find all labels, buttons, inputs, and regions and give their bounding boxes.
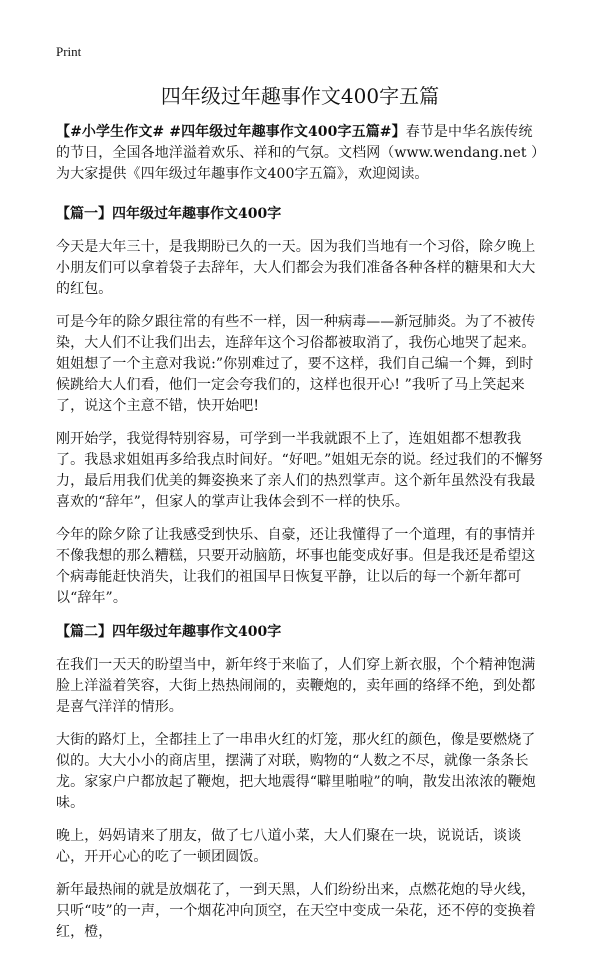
page-title: 四年级过年趣事作文400字五篇 xyxy=(160,84,440,108)
paragraph: 刚开始学，我觉得特别容易，可学到一半我就跟不上了，连姐姐都不想教我了。我恳求姐姐再多给我点时间好。“好吧。”姐姐无奈的说。经过我们的不懈努力，最后用我们优美的舞姿换来了亲人们的热烈掌声。这个新年虽然没有我最喜欢的“辞年”，但家人的掌声让我体会到不一样的快乐。 xyxy=(56,431,543,510)
section-heading-2: 【篇二】四年级过年趣事作文400字 xyxy=(56,624,282,640)
article-body xyxy=(56,122,544,955)
paragraph: 在我们一天天的盼望当中，新年终于来临了，人们穿上新衣服，个个精神饱满脸上洋溢着笑容，大街上热热闹闹的，卖鞭炮的，卖年画的络绎不绝，到处都是喜气洋洋的情形。 xyxy=(56,657,536,715)
intro-text: 春节是中华名族传统的节日，全国各地洋溢着欢乐、祥和的气氛。文档网（www.wendang.net ）为大家提供《四年级过年趣事作文400字五篇》，欢迎阅读。 xyxy=(56,124,539,182)
paragraph: 今天是大年三十，是我期盼已久的一天。因为我们当地有一个习俗，除夕晚上小朋友们可以拿着袋子去辞年，大人们都会为我们准备各种各样的糖果和大大的红包。 xyxy=(56,239,536,297)
paragraph: 晚上，妈妈请来了朋友，做了七八道小菜，大人们聚在一块，说说话，谈谈心，开开心心的吃了一顿团圆饭。 xyxy=(56,828,522,865)
paragraph: 新年最热闹的就是放烟花了，一到天黑，人们纷纷出来，点燃花炮的导火线，只听“吱”的一声，一个烟花冲向顶空，在天空中变成一朵花，还不停的变换着红，橙， xyxy=(56,882,536,940)
intro-paragraph xyxy=(56,122,544,185)
paragraph: 可是今年的除夕跟往常的有些不一样，因一种病毒——新冠肺炎。为了不被传染，大人们不让我们出去，连辞年这个习俗都被取消了，我伤心地哭了起来。姐姐想了一个主意对我说:”你别难过了，要不这样，我们自己编一个舞，到时候跳给大人们看，他们一定会夸我们的，这样也很开心! ”我听了马上笑起来了，说这个主意不错，快开始吧! xyxy=(56,314,536,414)
section-heading-1: 【篇一】四年级过年趣事作文400字 xyxy=(56,206,282,222)
print-label[interactable]: Print xyxy=(56,44,82,59)
paragraph: 今年的除夕除了让我感受到快乐、自豪，还让我懂得了一个道理，有的事情并不像我想的那么糟糕，只要开动脑筋，坏事也能变成好事。但是我还是希望这个病毒能赶快消失，让我们的祖国早日恢复平静，让以后的每一个新年都可以“辞年”。 xyxy=(56,527,536,606)
intro-tags: 【#小学生作文# #四年级过年趣事作文400字五篇#】 xyxy=(56,124,406,140)
paragraph: 大街的路灯上，全都挂上了一串串火红的灯笼，那火红的颜色，像是要燃烧了似的。大大小小的商店里，摆满了对联，购物的“人数之不尽，就像一条条长龙。家家户户都放起了鞭炮，把大地震得“噼里啪啦”的响，散发出浓浓的鞭炮味。 xyxy=(56,732,536,811)
